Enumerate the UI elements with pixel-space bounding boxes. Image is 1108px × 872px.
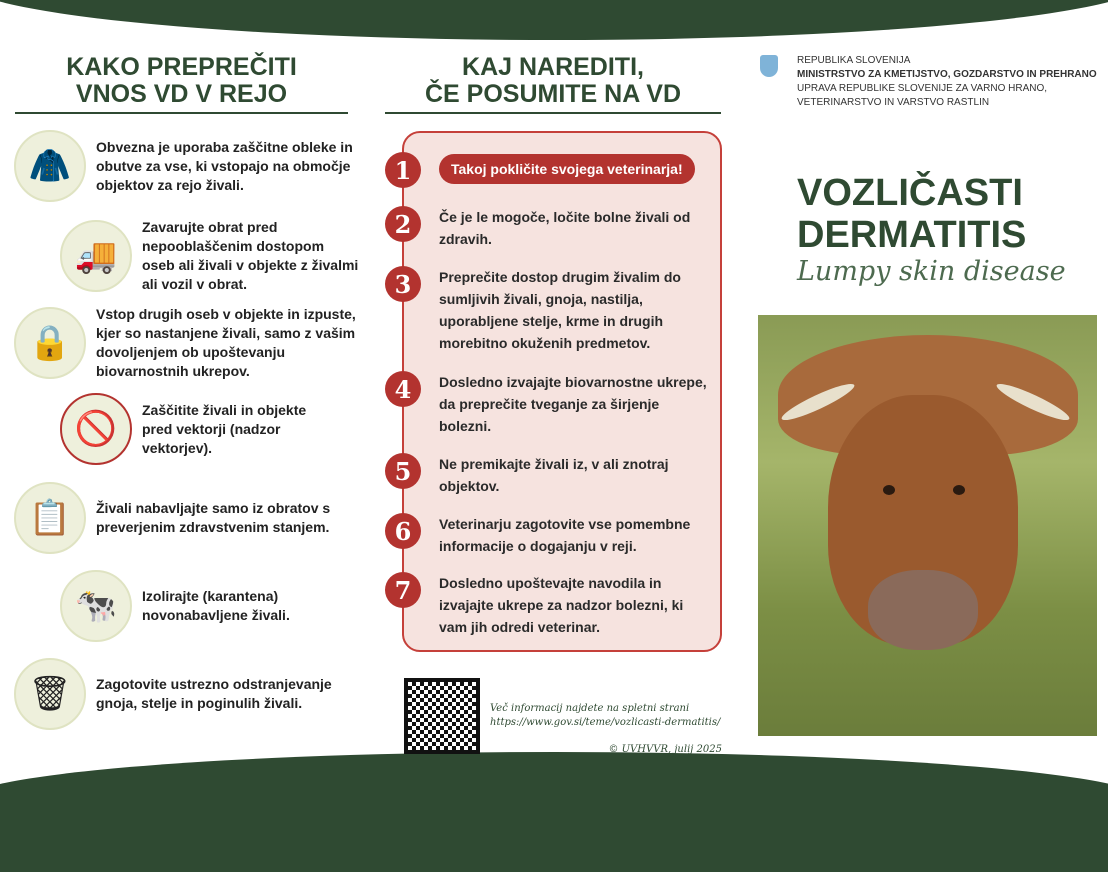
- organization: [797, 54, 1097, 110]
- step-text: Preprečite dostop drugim živalim do sumljivih živali, gnoja, nastilja, uporabljene stelje, krme in drugih morebitno okuženih predmetov.: [439, 269, 681, 351]
- list-item: [14, 130, 354, 202]
- step: [385, 371, 715, 437]
- step: [385, 572, 715, 638]
- qr-code[interactable]: [404, 678, 480, 754]
- trash-can-icon: 🗑: [14, 658, 86, 730]
- main-title: [797, 172, 1026, 256]
- heading-line: ČE POSUMITE NA VD: [424, 80, 682, 108]
- step: [385, 453, 715, 497]
- cow-photo: [758, 315, 1097, 736]
- heading-line: VNOS VD V REJO: [75, 80, 288, 108]
- copyright: © UVHVVR, julij 2025: [608, 744, 722, 755]
- truck-icon: 🚚: [60, 220, 132, 292]
- item-text: Zagotovite ustrezno odstranjevanje gnoja, stelje in poginulih živali.: [96, 676, 332, 711]
- list-item: [60, 393, 320, 465]
- org-line: REPUBLIKA SLOVENIJA: [797, 55, 911, 66]
- item-text: Obvezna je uporaba zaščitne obleke in obutve za vse, ki vstopajo na območje objektov za rejo živali.: [96, 138, 353, 193]
- heading-line: KAKO PREPREČITI: [66, 53, 297, 81]
- step-number: 7: [385, 572, 421, 608]
- step-number: 5: [385, 453, 421, 489]
- step-text: Takoj pokličite svojega veterinarja!: [439, 154, 695, 184]
- top-band: [0, 0, 1108, 40]
- step-text: Veterinarju zagotovite vse pomembne informacije o dogajanju v reji.: [439, 516, 691, 554]
- org-line: UPRAVA REPUBLIKE SLOVENIJE ZA VARNO HRANO,: [797, 83, 1048, 94]
- bottom-band: [0, 752, 1108, 872]
- info-link[interactable]: https://www.gov.si/teme/vozlicasti-dermatitis/: [490, 717, 721, 728]
- no-insects-icon: 🚫: [60, 393, 132, 465]
- step: [385, 513, 715, 557]
- org-line: VETERINARSTVO IN VARSTVO RASTLIN: [797, 97, 990, 108]
- step-number: 4: [385, 371, 421, 407]
- org-line: MINISTRSTVO ZA KMETIJSTVO, GOZDARSTVO IN PREHRANO: [797, 69, 1097, 80]
- step-number: 1: [385, 152, 421, 188]
- middle-heading: [385, 54, 721, 114]
- heading-line: KAJ NAREDITI,: [462, 53, 644, 81]
- step-text: Ne premikajte živali iz, v ali znotraj objektov.: [439, 456, 669, 494]
- step-number: 6: [385, 513, 421, 549]
- step-text: Če je le mogoče, ločite bolne živali od zdravih.: [439, 209, 691, 247]
- cow-icon: 🐄: [60, 570, 132, 642]
- step: [385, 152, 715, 188]
- coat-of-arms-icon: [760, 55, 778, 77]
- left-heading: [15, 54, 348, 114]
- list-item: [60, 570, 320, 642]
- list-item: [14, 305, 359, 381]
- title-line: DERMATITIS: [797, 214, 1027, 256]
- title-line: VOZLIČASTI: [797, 172, 1023, 214]
- item-text: Vstop drugih oseb v objekte in izpuste, kjer so nastanjene živali, samo z vašim dovoljenjem ob upoštevanju biovarnostnih ukrepov.: [96, 306, 356, 379]
- list-item: [14, 658, 354, 730]
- item-text: Zavarujte obrat pred nepooblaščenim dostopom oseb ali živali v objekte z živalmi ali vozil v obrat.: [142, 219, 359, 292]
- list-item: [60, 218, 360, 294]
- step-text: Dosledno upoštevajte navodila in izvajajte ukrepe za nadzor bolezni, ki vam jih odredi veterinar.: [439, 575, 684, 635]
- step-text: Dosledno izvajajte biovarnostne ukrepe, da preprečite tveganje za širjenje bolezni.: [439, 374, 707, 434]
- more-info: [490, 702, 720, 730]
- step: [385, 266, 715, 354]
- step-number: 2: [385, 206, 421, 242]
- item-text: Izolirajte (karantena) novonabavljene živali.: [142, 588, 290, 623]
- step-number: 3: [385, 266, 421, 302]
- item-text: Zaščitite živali in objekte pred vektorji (nadzor vektorjev).: [142, 401, 307, 456]
- clipboard-icon: 📋: [14, 482, 86, 554]
- list-item: [14, 482, 344, 554]
- protective-suit-icon: 🧥: [14, 130, 86, 202]
- item-text: Živali nabavljajte samo iz obratov s preverjenim zdravstvenim stanjem.: [96, 500, 331, 535]
- more-info-text: Več informacij najdete na spletni strani: [490, 703, 690, 714]
- chain-lock-icon: 🔒: [14, 307, 86, 379]
- subtitle: Lumpy skin disease: [797, 256, 1066, 287]
- step: [385, 206, 715, 250]
